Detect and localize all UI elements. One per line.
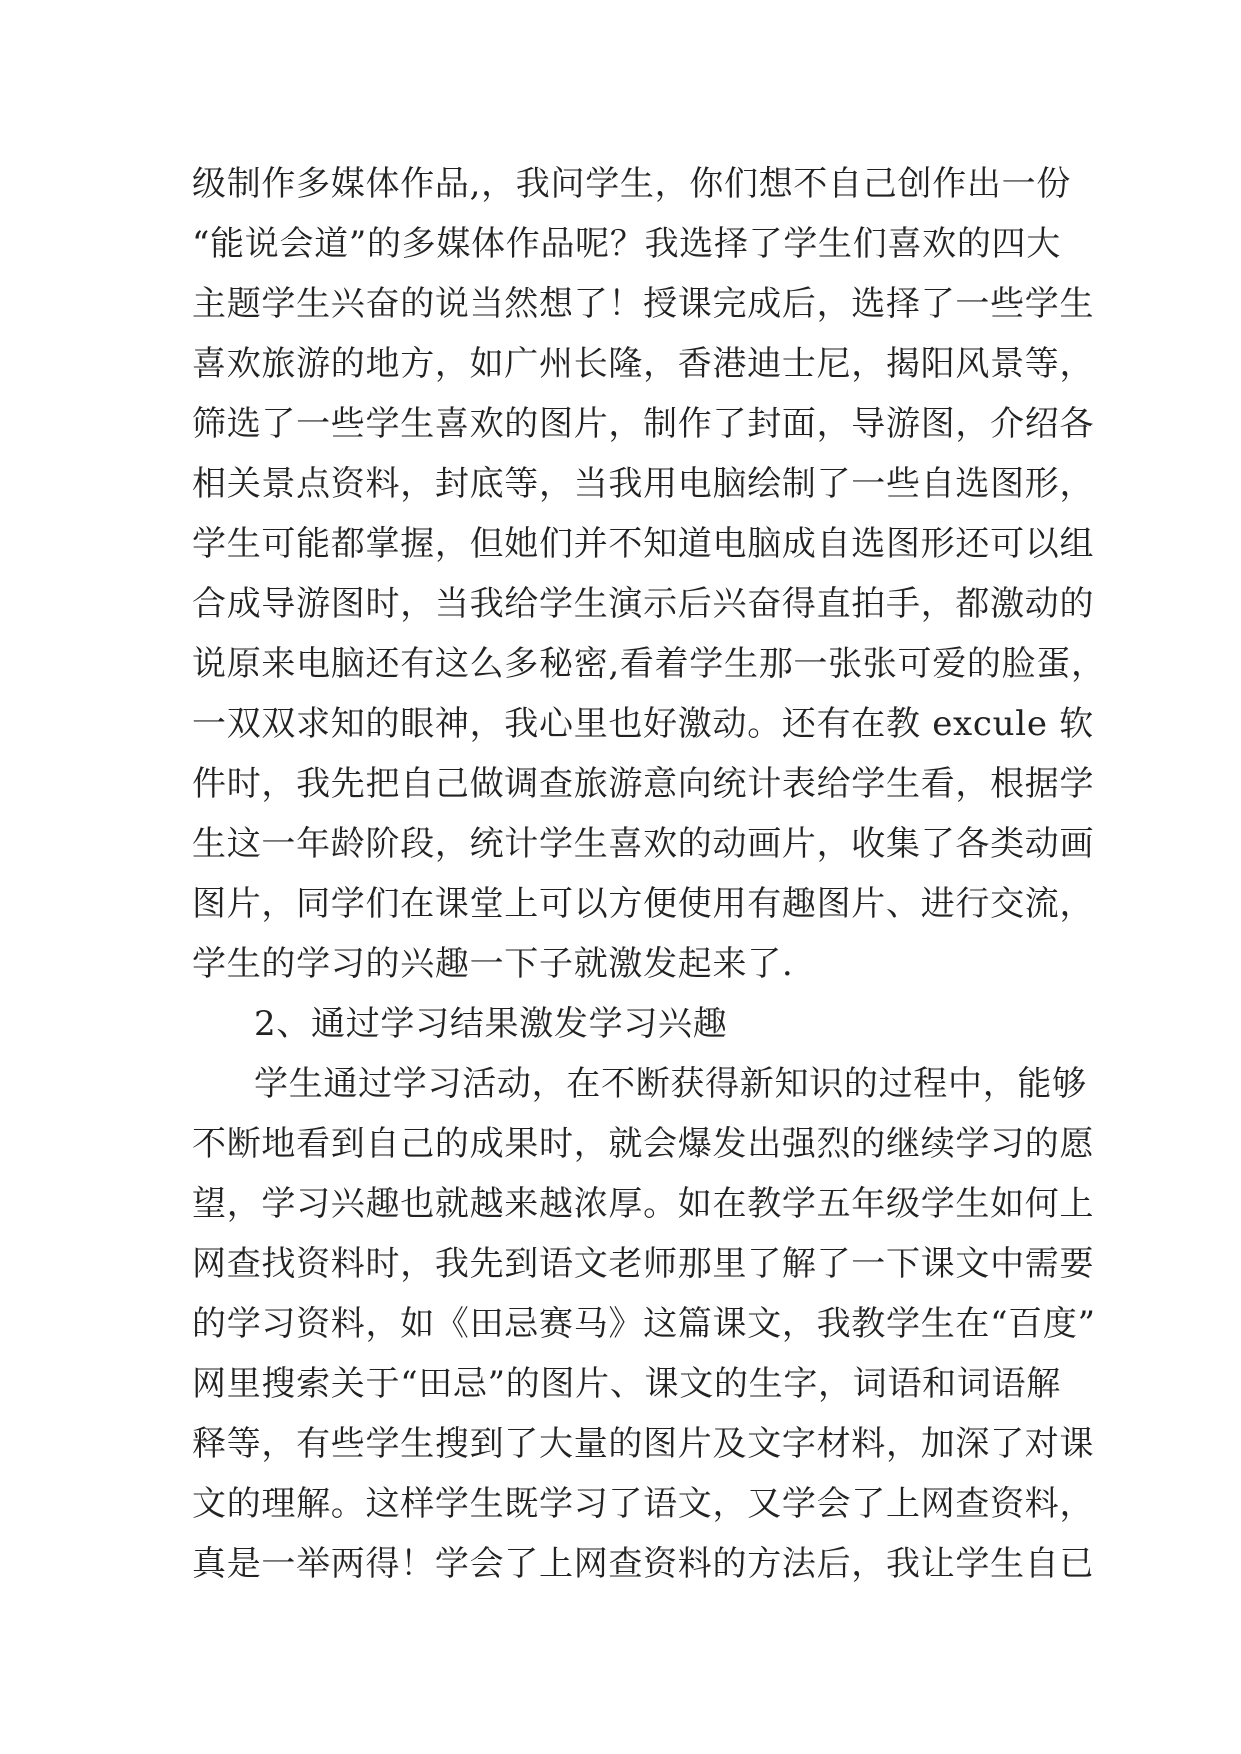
- text-line: 件时，我先把自己做调查旅游意向统计表给学生看，根据学: [192, 764, 1095, 804]
- text-line: 学生可能都掌握，但她们并不知道电脑成自选图形还可以组: [192, 524, 1095, 564]
- text-line: 网查找资料时，我先到语文老师那里了解了一下课文中需要: [192, 1244, 1095, 1284]
- text-line: 筛选了一些学生喜欢的图片，制作了封面，导游图，介绍各: [192, 404, 1095, 444]
- text-line: 主题学生兴奋的说当然想了！授课完成后，选择了一些学生: [192, 284, 1095, 324]
- text-line: “能说会道”的多媒体作品呢？我选择了学生们喜欢的四大: [192, 224, 1061, 264]
- text-line: 图片，同学们在课堂上可以方便使用有趣图片、进行交流，: [192, 884, 1095, 924]
- text-line: 不断地看到自己的成果时，就会爆发出强烈的继续学习的愿: [192, 1124, 1095, 1164]
- text-line: 生这一年龄阶段，统计学生喜欢的动画片，收集了各类动画: [192, 824, 1095, 864]
- text-line: 真是一举两得！学会了上网查资料的方法后，我让学生自已: [192, 1544, 1095, 1584]
- text-line: 一双双求知的眼神，我心里也好激动。还有在教 excule 软: [192, 704, 1094, 744]
- text-line: 文的理解。这样学生既学习了语文，又学会了上网查资料，: [192, 1484, 1095, 1524]
- paragraph-first-line: 学生通过学习活动，在不断获得新知识的过程中，能够: [254, 1064, 1087, 1104]
- text-line: 网里搜索关于“田忌”的图片、课文的生字，词语和词语解: [192, 1364, 1061, 1404]
- text-line: 喜欢旅游的地方，如广州长隆，香港迪士尼，揭阳风景等，: [192, 344, 1095, 384]
- section-heading: 2、通过学习结果激发学习兴趣: [254, 1004, 728, 1044]
- text-line: 说原来电脑还有这么多秘密,看着学生那一张张可爱的脸蛋，: [192, 644, 1106, 684]
- text-line: 释等，有些学生搜到了大量的图片及文字材料，加深了对课: [192, 1424, 1095, 1464]
- text-line: 相关景点资料，封底等，当我用电脑绘制了一些自选图形，: [192, 464, 1095, 504]
- text-line: 的学习资料，如《田忌赛马》这篇课文，我教学生在“百度”: [192, 1304, 1096, 1344]
- text-line: 望，学习兴趣也就越来越浓厚。如在教学五年级学生如何上: [192, 1184, 1095, 1224]
- text-line: 学生的学习的兴趣一下子就激发起来了.: [192, 944, 794, 984]
- text-line: 合成导游图时，当我给学生演示后兴奋得直拍手，都激动的: [192, 584, 1095, 624]
- text-line: 级制作多媒体作品,，我问学生，你们想不自己创作出一份: [192, 164, 1072, 204]
